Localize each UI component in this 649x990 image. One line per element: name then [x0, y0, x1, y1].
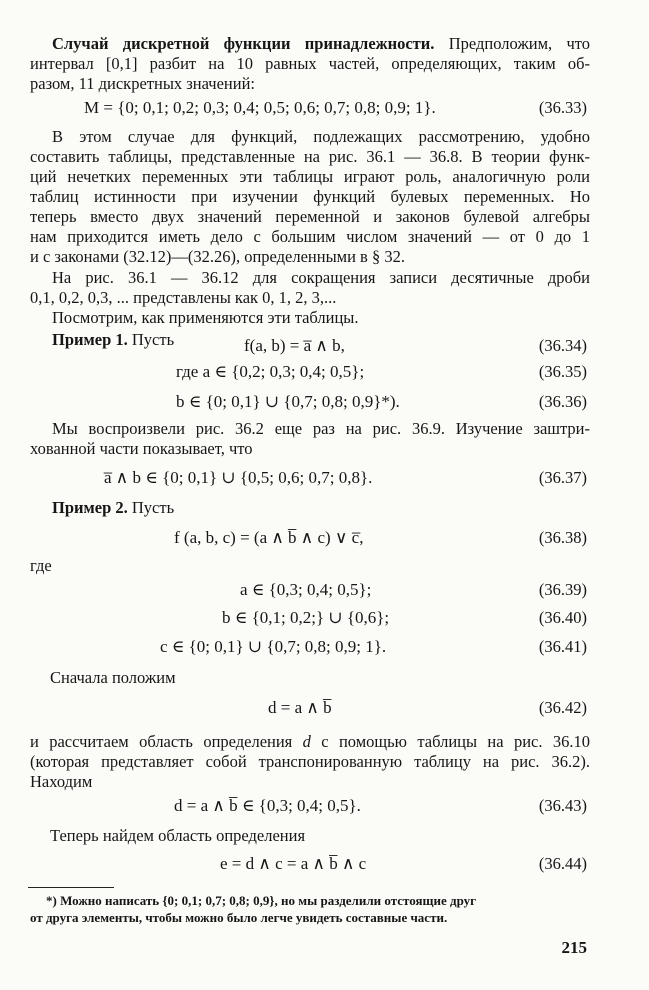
example-1-heading: Пример 1. Пусть: [52, 330, 175, 349]
equation-36-33: M = {0; 0,1; 0,2; 0,3; 0,4; 0,5; 0,6; 0,7; 0,8; 0,9; 1}.: [84, 98, 436, 117]
paragraph-tables-line-5: теперь вместо двух значений переменной и законов булевой алгебры: [30, 207, 590, 226]
equation-number-36-44: (36.44): [538, 854, 587, 873]
paragraph-tables-line-4: таблиц истинности при изучении функций булевых переменных. Но: [30, 187, 590, 206]
footnote-line-2: от друга элементы, чтобы можно было легче увидеть составные части.: [30, 910, 448, 925]
equation-36-39: a ∈ {0,3; 0,4; 0,5};: [240, 580, 372, 599]
paragraph-reproduced-line-2: хованной части показывает, что: [30, 439, 253, 458]
paragraph-discrete-case-line-2: интервал [0,1] разбит на 10 равных частей, определяющих, таким об-: [30, 54, 590, 73]
example-2-heading: Пример 2. Пусть: [52, 498, 175, 517]
paragraph-reproduced-line-1: Мы воспроизвели рис. 36.2 еще раз на рис. 36.9. Изучение заштри-: [52, 419, 590, 438]
equation-number-36-42: (36.42): [538, 698, 587, 717]
equation-number-36-39: (36.39): [538, 580, 587, 599]
paragraph-first-set: Сначала положим: [50, 668, 176, 687]
paragraph-tables-line-7: и с законами (32.12)—(32.26), определенными в § 32.: [30, 247, 405, 266]
equation-36-37: a̅ ∧ b ∈ {0; 0,1} ∪ {0,5; 0,6; 0,7; 0,8}.: [104, 468, 373, 487]
paragraph-compute-domain-line-1: и рассчитаем область определения d с помощью таблицы на рис. 36.10: [30, 732, 590, 751]
equation-36-40: b ∈ {0,1; 0,2;} ∪ {0,6};: [222, 608, 390, 627]
page-number: 215: [561, 938, 587, 957]
equation-36-41: c ∈ {0; 0,1} ∪ {0,7; 0,8; 0,9; 1}.: [160, 637, 387, 656]
paragraph-find-domain: Теперь найдем область определения: [50, 826, 306, 845]
word-where: где: [30, 556, 52, 575]
equation-36-44: e = d ∧ c = a ∧ b̅ ∧ c: [220, 854, 367, 873]
variable-d: d: [302, 732, 311, 751]
equation-number-36-41: (36.41): [538, 637, 587, 656]
equation-number-36-43: (36.43): [538, 796, 587, 815]
equation-number-36-33: (36.33): [538, 98, 587, 117]
paragraph-tables-line-1: В этом случае для функций, подлежащих рассмотрению, удобно: [52, 127, 590, 146]
footnote-line-1: *) Можно написать {0; 0,1; 0,7; 0,8; 0,9}, но мы разделили отстоящие друг: [46, 893, 477, 908]
paragraph-tables-line-3: ций нечетких переменных эти таблицы играют роль, аналогичную роли: [30, 167, 590, 186]
equation-number-36-40: (36.40): [538, 608, 587, 627]
equation-36-34: f(a, b) = a̅ ∧ b,: [244, 336, 345, 355]
equation-36-36: b ∈ {0; 0,1} ∪ {0,7; 0,8; 0,9}*).: [176, 392, 400, 411]
paragraph-tables-line-2: составить таблицы, представленные на рис. 36.1 — 36.8. В теории функ-: [30, 147, 590, 166]
paragraph-abbrev-line-2: 0,1, 0,2, 0,3, ... представлены как 0, 1, 2, 3,...: [30, 288, 337, 307]
equation-number-36-36: (36.36): [538, 392, 587, 411]
paragraph-compute-domain-line-3: Находим: [30, 772, 93, 791]
paragraph-abbrev-line-1: На рис. 36.1 — 36.12 для сокращения записи десятичные дроби: [52, 268, 590, 287]
equation-number-36-35: (36.35): [538, 362, 587, 381]
paragraph-discrete-case-line-3: разом, 11 дискретных значений:: [30, 74, 255, 93]
paragraph-tables-line-6: нам приходится иметь дело с большим числом значений — от 0 до 1: [30, 227, 590, 246]
paragraph-discrete-case-line-1: Случай дискретной функции принадлежности. Предположим, что: [52, 34, 590, 53]
equation-36-38: f (a, b, c) = (a ∧ b̅ ∧ c) ∨ c̅,: [174, 528, 364, 547]
section-lead: Случай дискретной функции принадлежности.: [52, 34, 435, 53]
paragraph-compute-domain-line-2: (которая представляет собой транспонированную таблицу на рис. 36.2).: [30, 752, 590, 771]
equation-36-35: где a ∈ {0,2; 0,3; 0,4; 0,5};: [176, 362, 365, 381]
equation-36-42: d = a ∧ b̅: [268, 698, 332, 717]
equation-number-36-34: (36.34): [538, 336, 587, 355]
equation-number-36-37: (36.37): [538, 468, 587, 487]
equation-36-43: d = a ∧ b̅ ∈ {0,3; 0,4; 0,5}.: [174, 796, 361, 815]
equation-number-36-38: (36.38): [538, 528, 587, 547]
footnote-rule: [28, 887, 114, 888]
paragraph-application: Посмотрим, как применяются эти таблицы.: [52, 308, 359, 327]
